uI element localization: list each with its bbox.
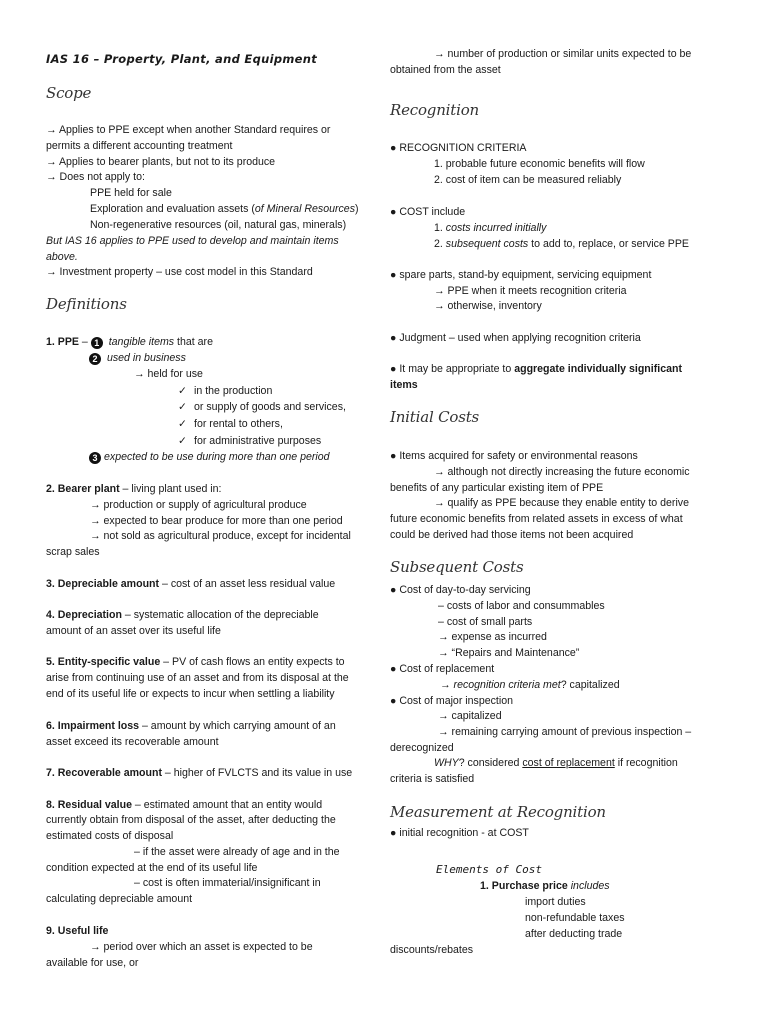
sub-item: → although not directly increasing the future economic <box>434 466 690 478</box>
sub-item: derecognized <box>390 742 454 754</box>
bullet-item: ● RECOGNITION CRITERIA <box>390 142 527 154</box>
scope-line: → Applies to bearer plants, but not to its produce <box>46 156 276 168</box>
scope-line: → Does not apply to: <box>46 171 145 183</box>
why-note: WHY? considered cost of replacement if recognition <box>434 757 678 769</box>
initial-costs-heading: Initial Costs <box>390 408 480 426</box>
check-icon: ✓ <box>178 418 187 430</box>
purchase-price: 1. Purchase price includes <box>480 880 610 892</box>
definition-depreciation: 4. Depreciation – systematic allocation of the depreciable <box>46 609 319 621</box>
check-icon: ✓ <box>178 385 187 397</box>
bullet-icon: ● <box>390 695 397 707</box>
definition-line: → period over which an asset is expected to be <box>90 941 313 953</box>
bullet-item: ● Cost of major inspection <box>390 695 513 707</box>
bullet-item: ● Judgment – used when applying recognition criteria <box>390 332 641 344</box>
why-note: criteria is satisfied <box>390 773 475 785</box>
scope-line: Exploration and evaluation assets (of Mineral Resources) <box>90 203 359 215</box>
subsequent-costs-heading: Subsequent Costs <box>390 558 524 576</box>
numbered-item: 1. probable future economic benefits will flow <box>434 158 645 170</box>
bullet-icon: ● <box>390 206 397 218</box>
bullet-icon: ● <box>390 269 397 281</box>
bullet-icon: ● <box>390 663 397 675</box>
definition-recoverable: 7. Recoverable amount – higher of FVLCTS and its value in use <box>46 767 353 779</box>
bullet-item: ● spare parts, stand-by equipment, servicing equipment <box>390 269 652 281</box>
definition-bearer: 2. Bearer plant – living plant used in: <box>46 483 222 495</box>
bullet-item: ● COST include <box>390 206 466 218</box>
checklist-item: ✓ in the production <box>46 384 380 400</box>
numbered-item: 2. cost of item can be measured reliably <box>434 174 622 186</box>
definition-residual: 8. Residual value – estimated amount that an entity would <box>46 799 323 811</box>
definition-line: condition expected at the end of its useful life <box>46 862 258 874</box>
definition-entity-specific: 5. Entity-specific value – PV of cash flows an entity expects to <box>46 656 345 668</box>
bullet-item-cont: items <box>390 379 418 391</box>
measurement-heading: Measurement at Recognition <box>390 803 606 821</box>
definition-ppe-line: 3 expected to be use during more than one period <box>46 450 380 466</box>
sub-item: – cost of small parts <box>438 616 533 628</box>
sub-item: could be derived had those items not been acquired <box>390 529 634 541</box>
bullet-icon: ● <box>390 363 397 375</box>
sub-item: → recognition criteria met? capitalized <box>440 679 620 691</box>
numbered-item: 2. subsequent costs to add to, replace, or service PPE <box>434 238 689 250</box>
sub-item: import duties <box>525 896 586 908</box>
bullet-icon: ● <box>390 584 397 596</box>
sub-item: → otherwise, inventory <box>434 300 542 312</box>
sub-item: discounts/rebates <box>390 944 474 956</box>
number-badge: 2 <box>89 353 101 365</box>
sub-item: benefits of any particular existing item of PPE <box>390 482 604 494</box>
check-icon: ✓ <box>178 435 187 447</box>
definition-impairment: 6. Impairment loss – amount by which carrying amount of an <box>46 720 336 732</box>
check-icon: ✓ <box>178 401 187 413</box>
scope-line: But IAS 16 applies to PPE used to develop and maintain items <box>46 235 339 247</box>
definition-useful-life: 9. Useful life <box>46 925 109 937</box>
scope-heading: Scope <box>46 84 92 102</box>
sub-item: → remaining carrying amount of previous inspection – <box>438 726 692 738</box>
elements-of-cost-heading: Elements of Cost <box>436 863 542 876</box>
document-title: IAS 16 – Property, Plant, and Equipment <box>46 52 318 66</box>
sub-item: → qualify as PPE because they enable entity to derive <box>434 497 689 509</box>
numbered-item: 1. costs incurred initially <box>434 222 547 234</box>
sub-item: → “Repairs and Maintenance” <box>438 647 580 659</box>
sub-item: future economic benefits from related assets in excess of what <box>390 513 683 525</box>
scope-line: PPE held for sale <box>90 187 172 199</box>
definition-line: available for use, or <box>46 957 139 969</box>
definition-ppe-line: 2 used in business <box>46 351 380 367</box>
definition-line: → production or supply of agricultural produce <box>90 499 307 511</box>
sub-item: → expense as incurred <box>438 631 547 643</box>
continued-line: → number of production or similar units expected to be <box>434 48 692 60</box>
checklist-item: ✓ for rental to others, <box>46 417 380 433</box>
number-badge: 3 <box>89 452 101 464</box>
definition-line: end of its useful life or expects to incur when settling a liability <box>46 688 335 700</box>
number-badge: 1 <box>91 337 103 349</box>
sub-item: → PPE when it meets recognition criteria <box>434 285 627 297</box>
definition-line: – if the asset were already of age and in the <box>134 846 340 858</box>
bullet-item: ● Cost of day-to-day servicing <box>390 584 531 596</box>
bullet-icon: ● <box>390 827 397 839</box>
bullet-item: ● It may be appropriate to aggregate individually significant <box>390 363 682 375</box>
checklist-item: ✓ or supply of goods and services, <box>46 400 380 416</box>
definition-ppe-line: → held for use <box>134 368 203 380</box>
bullet-icon: ● <box>390 450 397 462</box>
definition-line: calculating depreciable amount <box>46 893 193 905</box>
sub-item: after deducting trade <box>525 928 623 940</box>
recognition-heading: Recognition <box>390 101 479 119</box>
definition-line: currently obtain from disposal of the asset, after deducting the <box>46 814 336 826</box>
bullet-item: ● Cost of replacement <box>390 663 495 675</box>
checklist-item: ✓ for administrative purposes <box>46 434 380 450</box>
sub-item: non-refundable taxes <box>525 912 625 924</box>
definition-line: estimated costs of disposal <box>46 830 174 842</box>
definition-line: arise from continuing use of an asset and from its disposal at the <box>46 672 349 684</box>
definition-depreciable-amount: 3. Depreciable amount – cost of an asset less residual value <box>46 578 336 590</box>
definition-line: → not sold as agricultural produce, except for incidental <box>90 530 351 542</box>
definition-line: scrap sales <box>46 546 100 558</box>
definition-line: – cost is often immaterial/insignificant in <box>134 877 321 889</box>
scope-line: permits a different accounting treatment <box>46 140 233 152</box>
scope-line: → Applies to PPE except when another Standard requires or <box>46 124 331 136</box>
scope-line: Non-regenerative resources (oil, natural gas, minerals) <box>90 219 347 231</box>
scope-line: above. <box>46 251 78 263</box>
definitions-heading: Definitions <box>46 295 127 313</box>
bullet-icon: ● <box>390 332 397 344</box>
sub-item: – costs of labor and consummables <box>438 600 605 612</box>
scope-line: → Investment property – use cost model in this Standard <box>46 266 313 278</box>
continued-line: obtained from the asset <box>390 64 501 76</box>
definition-line: → expected to bear produce for more than one period <box>90 515 343 527</box>
bullet-item: ● Items acquired for safety or environmental reasons <box>390 450 638 462</box>
bullet-item: ● initial recognition - at COST <box>390 827 529 839</box>
definition-line: asset exceed its recoverable amount <box>46 736 219 748</box>
sub-item: → capitalized <box>438 710 502 722</box>
bullet-icon: ● <box>390 142 397 154</box>
definition-ppe: 1. PPE – 1 tangible items that are <box>46 336 213 348</box>
definition-line: amount of an asset over its useful life <box>46 625 221 637</box>
